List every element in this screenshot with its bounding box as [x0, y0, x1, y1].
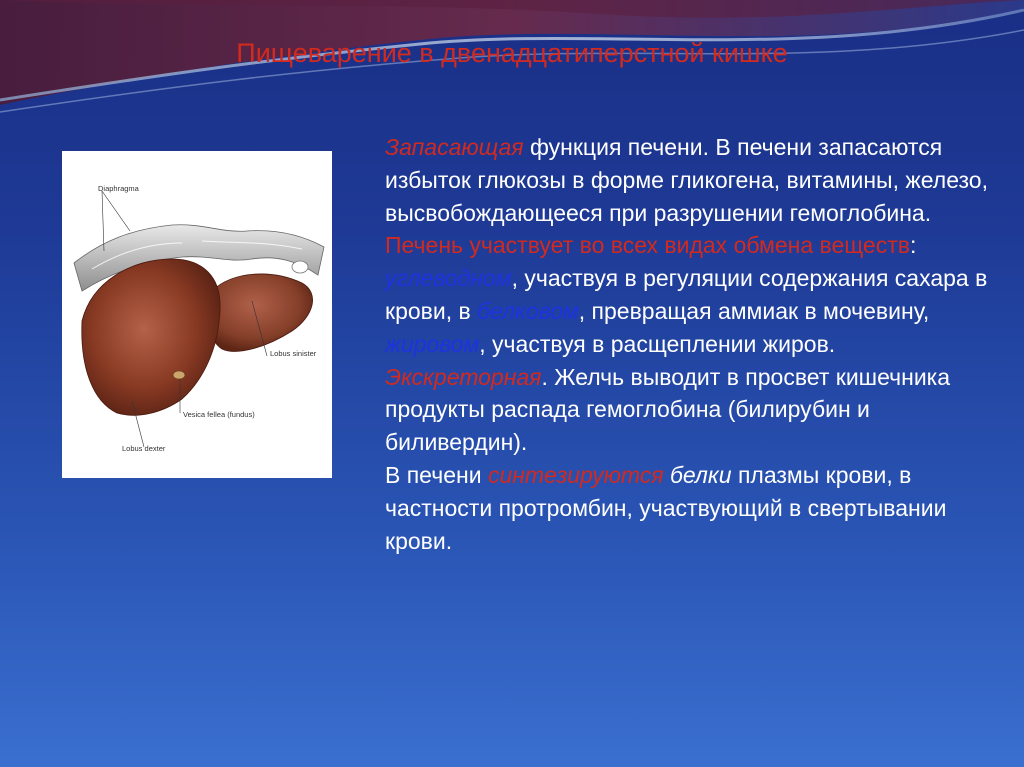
label-lobus-sinister: Lobus sinister	[270, 349, 317, 358]
term-synthesize: синтезируются	[487, 461, 664, 488]
paragraph-storage-function	[385, 131, 1005, 229]
term-storage: Запасающая	[385, 134, 524, 160]
term-fat: жировом	[385, 330, 480, 357]
storage-description: функция печени. В печени запасаются избыток глюкозы в форме гликогена, витамины, железо, высвобождающееся при разрушении гемоглобина.	[385, 134, 988, 226]
paragraph-excretory-function	[385, 361, 1005, 459]
paragraph-metabolism	[385, 229, 1005, 360]
term-carbohydrate: углеводном	[385, 265, 512, 292]
liver-drawing	[62, 151, 332, 478]
decorative-waves	[0, 0, 1024, 140]
excretory-description: . Желчь выводит в просвет кишечника продукты распада гемоглобина (билирубин и биливердин).	[385, 363, 951, 456]
carbohydrate-description: , участвуя в регуляции содержания сахара в крови, в	[385, 265, 988, 324]
protein-description: , превращая аммиак в мочевину,	[578, 297, 930, 324]
term-proteins: белки	[669, 461, 732, 488]
term-protein: белковом	[477, 297, 579, 324]
slide-body-text	[385, 131, 1005, 557]
synthesis-description: плазмы крови, в частности протромбин, участвующий в свертывании крови.	[385, 461, 947, 554]
paragraph-synthesis	[385, 459, 1005, 557]
term-excretory: Экскреторная	[385, 363, 542, 390]
liver-illustration	[62, 151, 332, 478]
colon: :	[909, 232, 917, 259]
fat-description: , участвуя в расщеплении жиров.	[479, 330, 836, 357]
slide-title: Пищеварение в двенадцатиперстной кишке	[236, 38, 788, 68]
synthesis-lead: В печени	[385, 461, 488, 488]
metabolism-intro: Печень участвует во всех видах обмена веществ	[385, 232, 910, 259]
label-vesica-fellea: Vesica fellea (fundus)	[183, 410, 255, 419]
label-lobus-dexter: Lobus dexter	[122, 444, 166, 453]
label-diaphragma: Diaphragma	[98, 184, 139, 193]
